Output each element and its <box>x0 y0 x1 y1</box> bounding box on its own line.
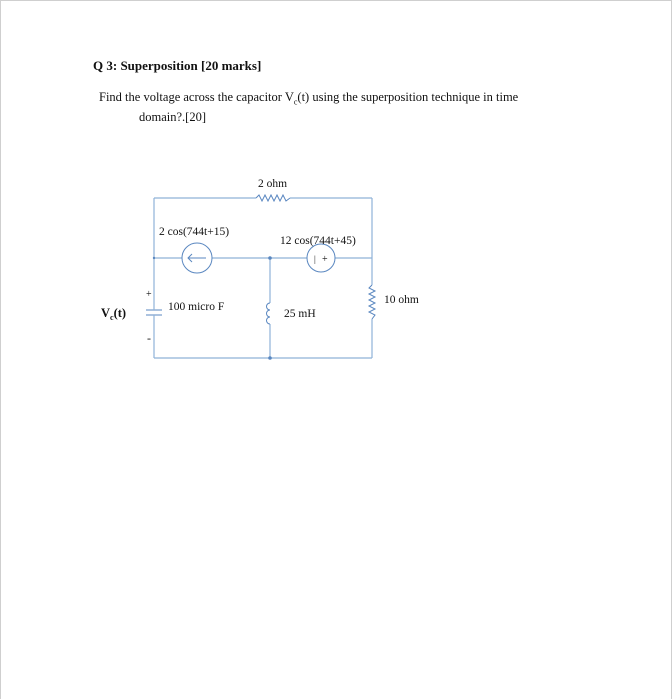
question-text-end: (t) using the superposition technique in time <box>297 90 519 104</box>
voltage-source-label: 12 cos(744t+45) <box>280 235 356 247</box>
junction-dot-left <box>153 257 155 259</box>
capacitor-label: 100 micro F <box>168 301 225 313</box>
voltage-source-icon <box>307 244 335 272</box>
voltage-source-minus-sign: | <box>314 254 316 264</box>
question-heading: Q 3: Superposition [20 marks] <box>93 58 262 73</box>
vc-label-end: (t) <box>113 306 127 320</box>
question-text-start: Find the voltage across the capacitor V <box>99 90 294 104</box>
circuit-diagram <box>1 1 671 699</box>
resistor-right-icon <box>369 285 375 319</box>
junction-dot-bottom <box>268 356 272 360</box>
vc-label-main: V <box>101 306 111 320</box>
junction-dot-middle <box>268 256 272 260</box>
vc-label <box>101 306 126 322</box>
polarity-minus-sign: - <box>147 331 151 345</box>
voltage-source-plus-sign: + <box>322 254 328 265</box>
vc-label-subscript: c <box>110 313 114 322</box>
top-resistor-label: 2 ohm <box>258 178 288 190</box>
inductor-icon <box>267 303 271 324</box>
polarity-plus-sign: + <box>146 289 152 300</box>
question-text-line2: domain?.[20] <box>139 109 206 124</box>
inductor-label: 25 mH <box>284 308 316 320</box>
resistor-top-icon <box>256 195 290 201</box>
current-source-label: 2 cos(744t+15) <box>159 226 230 238</box>
right-resistor-label: 10 ohm <box>384 294 419 306</box>
question-text-subscript: c <box>293 97 298 107</box>
